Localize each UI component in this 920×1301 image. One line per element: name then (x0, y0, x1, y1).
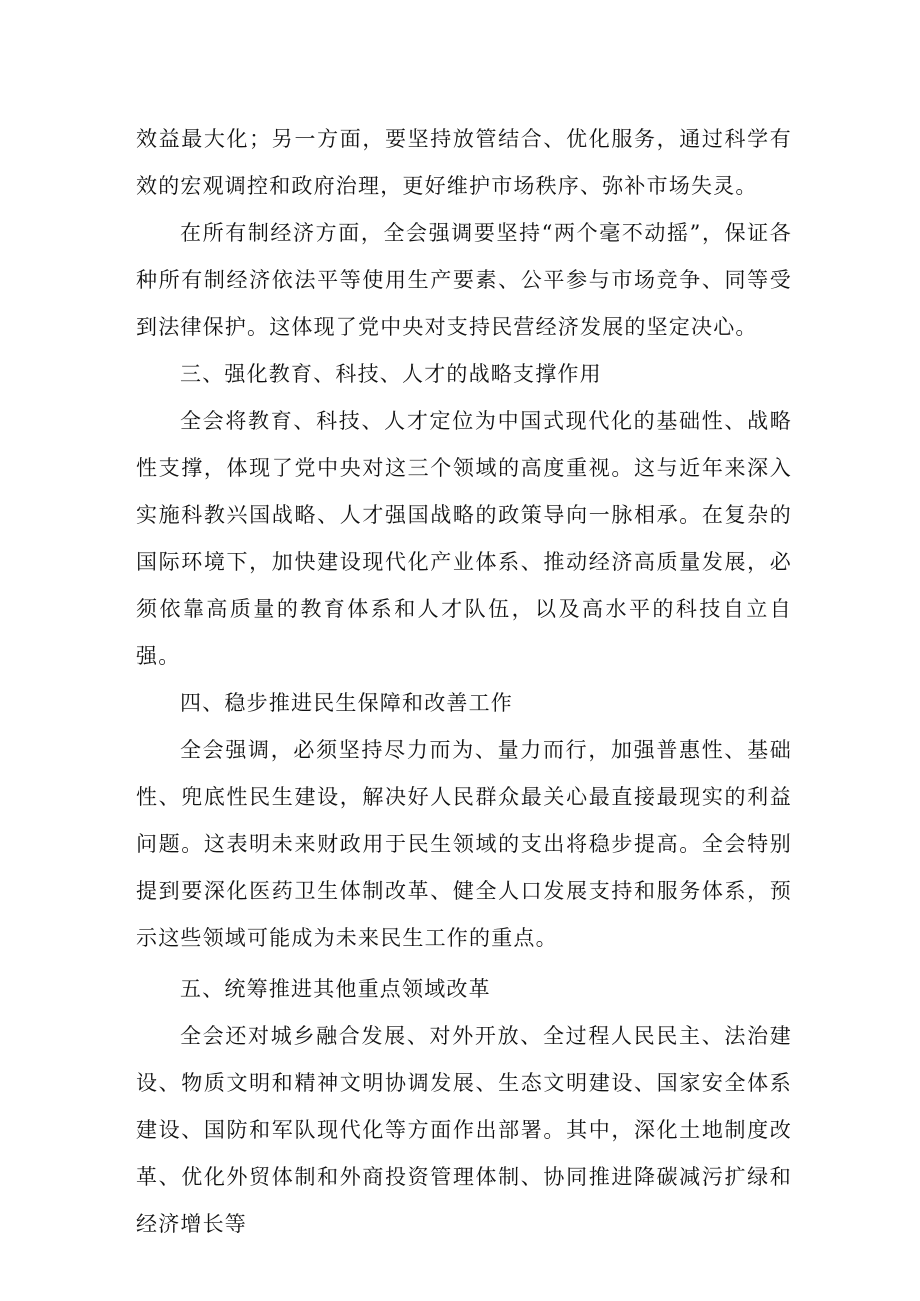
document-body (136, 116, 792, 1248)
paragraph-continuation: 效益最大化；另一方面，要坚持放管结合、优化服务，通过科学有效的宏观调控和政府治理，更好维护市场秩序、弥补市场失灵。 (136, 127, 792, 198)
paragraph-ownership-economy: 在所有制经济方面，全会强调要坚持“两个毫不动摇”，保证各种所有制经济依法平等使用生产要素、公平参与市场竞争、同等受到法律保护。这体现了党中央对支持民营经济发展的坚定决心。 (136, 221, 792, 339)
paragraph-education-tech-talent: 全会将教育、科技、人才定位为中国式现代化的基础性、战略性支撑，体现了党中央对这三个领域的高度重视。这与近年来深入实施科教兴国战略、人才强国战略的政策导向一脉相承。在复杂的国际环境下，加快建设现代化产业体系、推动经济高质量发展，必须依靠高质量的教育体系和人才队伍，以及高水平的科技自立自强。 (136, 409, 792, 668)
section-heading-4: 四、稳步推进民生保障和改善工作 (180, 691, 513, 715)
paragraph-livelihood: 全会强调，必须坚持尽力而为、量力而行，加强普惠性、基础性、兜底性民生建设，解决好人民群众最关心最直接最现实的利益问题。这表明未来财政用于民生领域的支出将稳步提高。全会特别提到要深化医药卫生体制改革、健全人口发展支持和服务体系，预示这些领域可能成为未来民生工作的重点。 (136, 738, 792, 950)
section-heading-3: 三、强化教育、科技、人才的战略支撑作用 (180, 362, 602, 386)
paragraph-other-reforms: 全会还对城乡融合发展、对外开放、全过程人民民主、法治建设、物质文明和精神文明协调发展、生态文明建设、国家安全体系建设、国防和军队现代化等方面作出部署。其中，深化土地制度改革、优化外贸体制和外商投资管理体制、协同推进降碳减污扩绿和经济增长等 (136, 1024, 792, 1236)
section-heading-5: 五、统筹推进其他重点领域改革 (180, 977, 491, 1001)
